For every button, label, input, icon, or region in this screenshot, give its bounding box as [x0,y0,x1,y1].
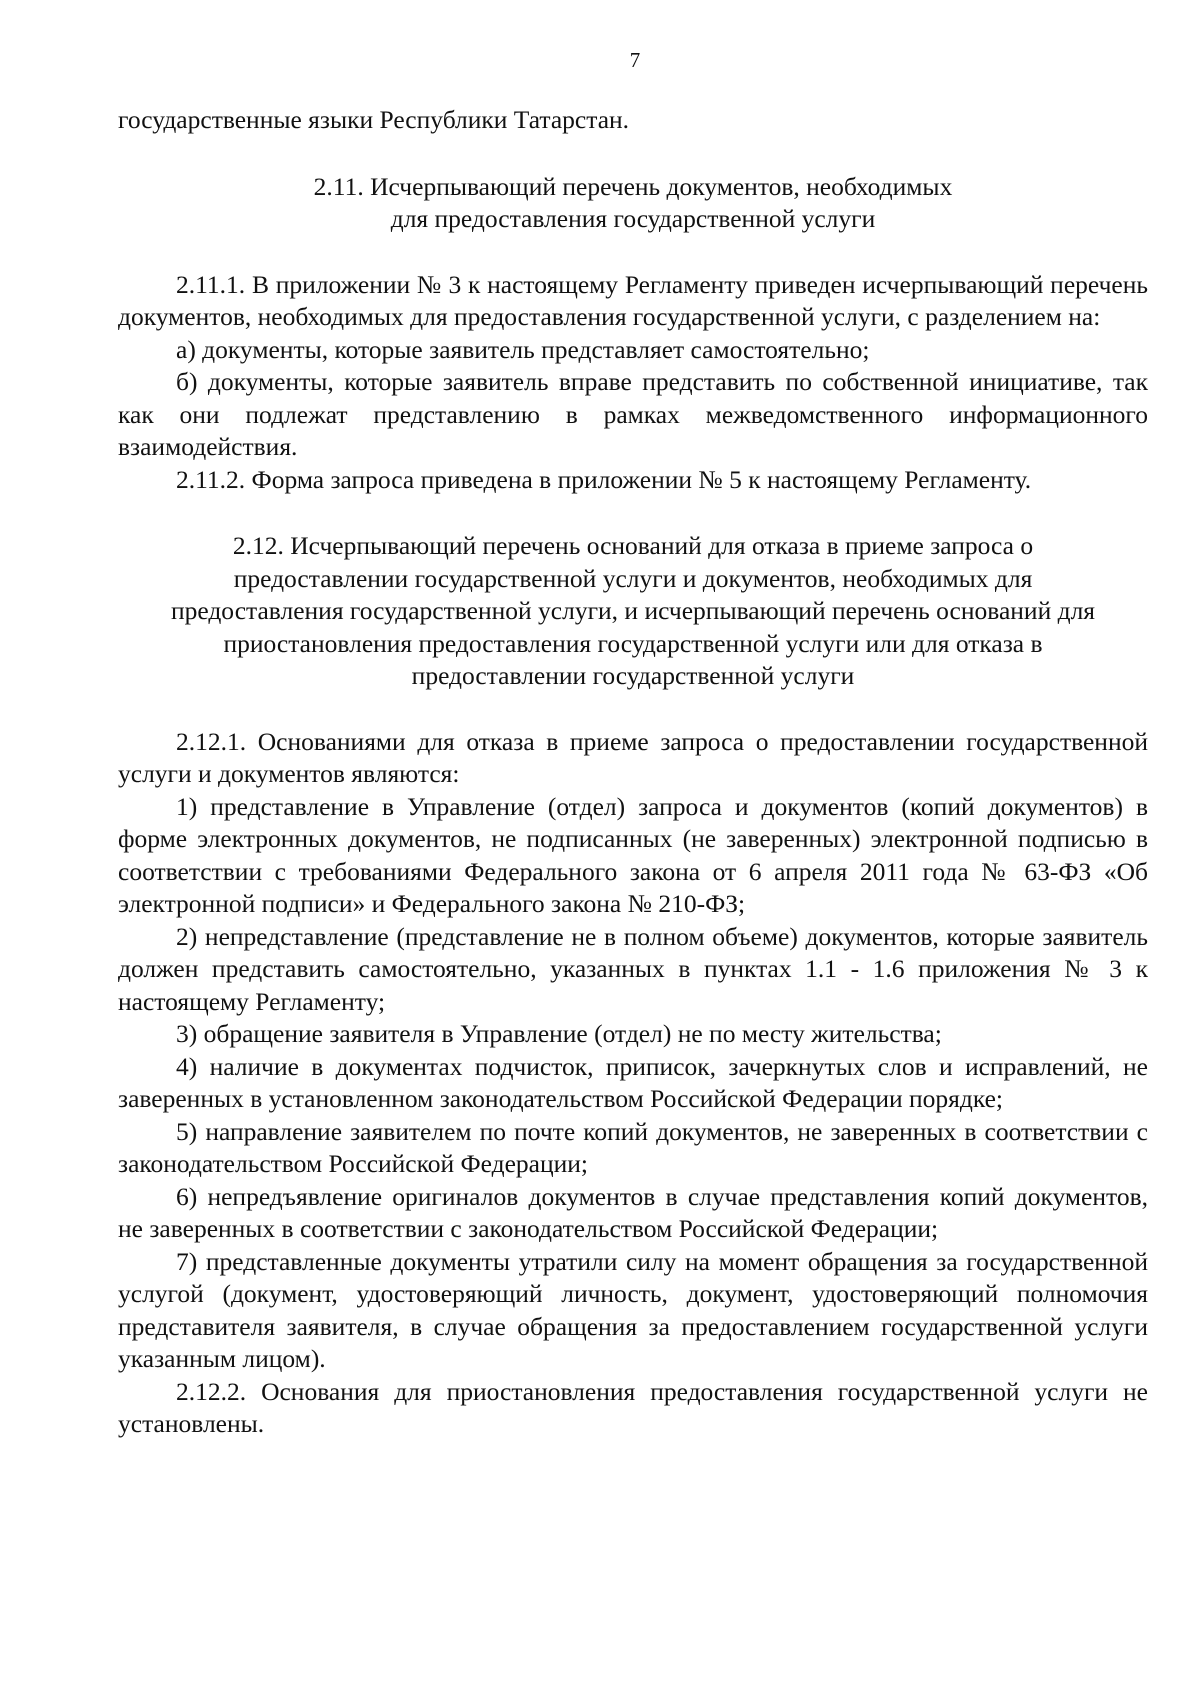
list-item-7: 7) представленные документы утратили силу на момент обращения за государственной услугой (документ, удостоверяющий личность, документ, удостоверяющий полномочия представителя заявителя, в случае обращения за предоставлением государственной услуги указанным лицом). [118,1246,1148,1373]
section-2-12-heading [118,530,1148,693]
paragraph-2-12-2: 2.12.2. Основания для приостановления предоставления государственной услуги не установлены. [118,1376,1148,1438]
paragraph-2-11-1: 2.11.1. В приложении № 3 к настоящему Регламенту приведен исчерпывающий перечень документов, необходимых для предоставления государственной услуги, с разделением на: [118,269,1148,331]
list-item-1: 1) представление в Управление (отдел) запроса и документов (копий документов) в форме электронных документов, не подписанных (не заверенных) электронной подписью в соответствии с требованиями Федерального закона от 6 апреля 2011 года № 63-ФЗ «Об электронной подписи» и Федерального закона № 210-ФЗ; [118,791,1148,918]
list-item-3: 3) обращение заявителя в Управление (отдел) не по месту жительства; [176,1019,942,1048]
section-2-12-heading-line: предоставления государственной услуги, и исчерпывающий перечень оснований для [170,596,1096,625]
section-2-12-heading-line: предоставлении государственной услуги и документов, необходимых для [233,563,1033,593]
section-2-11-heading-line: для предоставления государственной услуги [390,204,876,233]
section-2-12-heading-line: предоставлении государственной услуги [411,661,855,690]
section-2-12-heading-line: 2.12. Исчерпывающий перечень оснований для отказа в приеме запроса о [232,531,1034,560]
list-item-6: 6) непредъявление оригиналов документов в случае представления копий документов, не заверенных в соответствии с законодательством Российской Федерации; [118,1181,1148,1243]
section-2-12-heading-line: приостановления предоставления государственной услуги или для отказа в [223,628,1043,658]
list-item-5: 5) направление заявителем по почте копий документов, не заверенных в соответствии с законодательством Российской Федерации; [118,1116,1148,1178]
section-2-11-heading [118,171,1148,236]
paragraph-2-11-2: 2.11.2. Форма запроса приведена в приложении № 5 к настоящему Регламенту. [176,464,1032,494]
list-item-b: б) документы, которые заявитель вправе представить по собственной инициативе, так как они подлежат представлению в рамках межведомственного информационного взаимодействия. [118,367,1148,461]
section-2-11-heading-line: 2.11. Исчерпывающий перечень документов, необходимых [313,171,953,201]
paragraph-2-12-1: 2.12.1. Основаниями для отказа в приеме запроса о предоставлении государственной услуги и документов являются: [118,726,1148,788]
document-body [118,104,1148,1441]
intro-line: государственные языки Республики Татарстан. [118,105,630,134]
list-item-a: а) документы, которые заявитель представляет самостоятельно; [176,334,870,364]
list-item-4: 4) наличие в документах подчисток, приписок, зачеркнутых слов и исправлений, не заверенных в установленном законодательством Российской Федерации порядке; [118,1051,1148,1113]
list-item-2: 2) непредставление (представление не в полном объеме) документов, которые заявитель должен представить самостоятельно, указанных в пунктах 1.1 - 1.6 приложения № 3 к настоящему Регламенту; [118,921,1148,1016]
page-number: 7 [629,48,641,72]
